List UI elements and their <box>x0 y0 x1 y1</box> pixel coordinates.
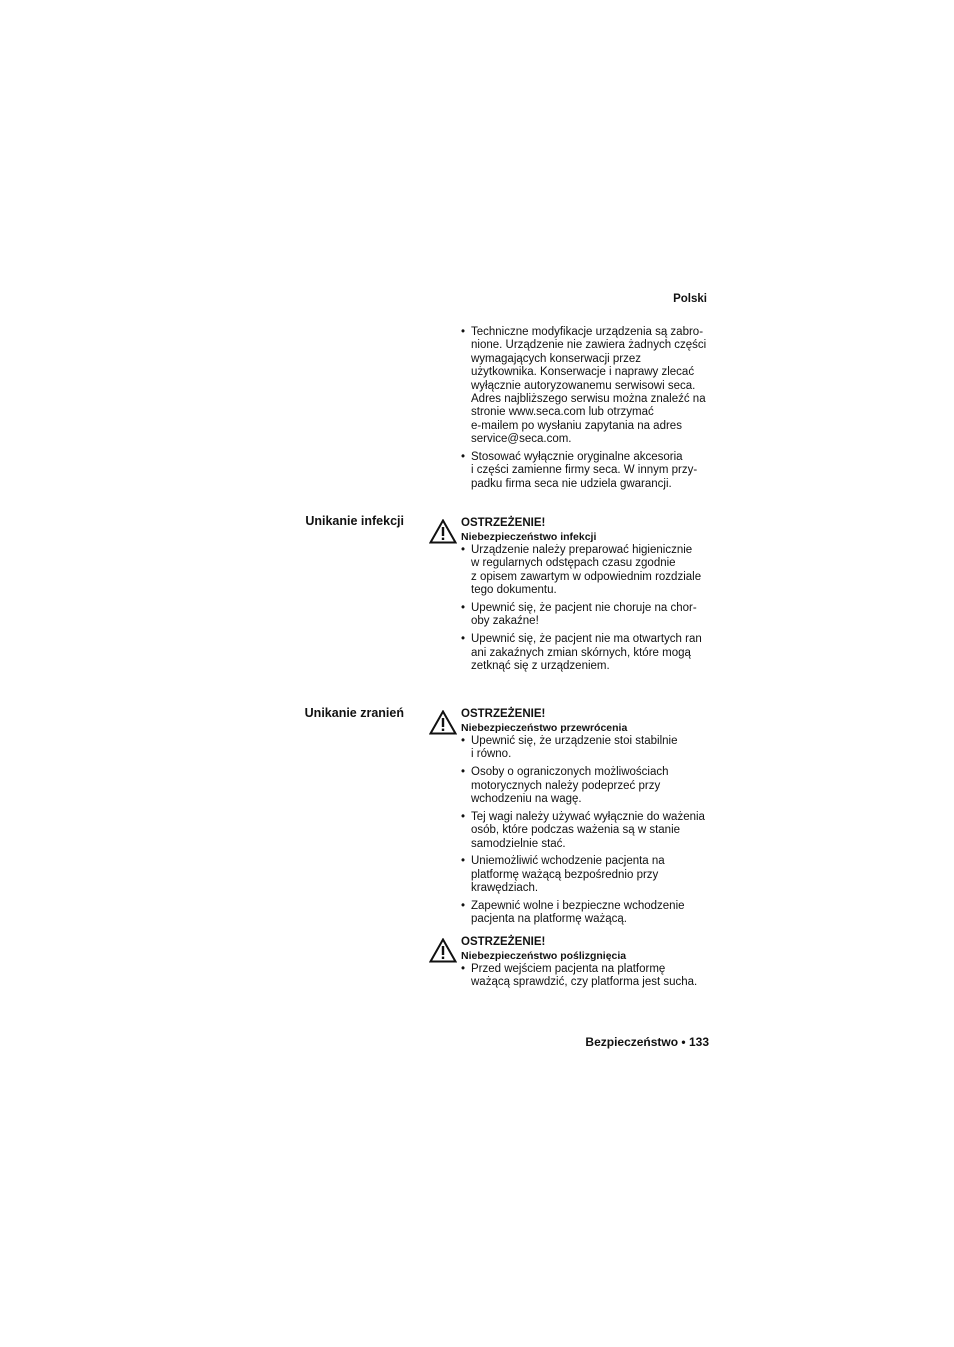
infection-section <box>461 516 721 678</box>
line: e-mailem po wysłaniu zapytania na adres <box>471 419 682 432</box>
slip-list <box>461 963 721 990</box>
line: zetknąć się z urządzeniem. <box>471 660 610 673</box>
line: • Tej wagi należy używać wyłącznie do ważenia <box>471 810 705 823</box>
line: wchodzeniu na wagę. <box>471 793 582 806</box>
line: • Osoby o ograniczonych możliwościach <box>471 766 669 779</box>
list-item <box>461 735 721 762</box>
line: krawędziach. <box>471 882 539 895</box>
line: użytkownika. Konserwacje i naprawy zlecać <box>471 366 695 379</box>
line: • Uniemożliwić wchodzenie pacjenta na <box>471 855 665 868</box>
intro-list <box>461 326 721 491</box>
injury-list <box>461 735 721 927</box>
line: • Upewnić się, że urządzenie stoi stabilnie <box>471 735 678 747</box>
heading-injury: Unikanie zranień <box>304 706 404 720</box>
list-item <box>461 326 721 447</box>
line: • Upewnić się, że pacjent nie choruje na chor- <box>471 602 697 615</box>
list-item <box>461 811 721 851</box>
line: padku firma seca nie udziela gwarancji. <box>471 477 672 490</box>
line: wyłącznie autoryzowanemu serwisowi seca. <box>471 379 696 392</box>
line: • Urządzenie należy preparować higienicznie <box>471 544 693 556</box>
line: ważącą sprawdzić, czy platforma jest sucha. <box>471 976 698 989</box>
line: Adres najbliższego serwisu można znaleźć na <box>471 393 706 406</box>
line: stronie www.seca.com lub otrzymać <box>471 406 654 419</box>
line: pacjenta na platformę ważącą. <box>471 913 627 926</box>
warning-title: OSTRZEŻENIE! <box>461 936 546 948</box>
intro-section <box>461 326 721 496</box>
line: osób, które podczas ważenia są w stanie <box>471 824 681 837</box>
list-item <box>461 900 721 927</box>
infection-list <box>461 544 721 673</box>
line: tego dokumentu. <box>471 584 557 597</box>
line: motorycznych należy podeprzeć przy <box>471 779 661 792</box>
line: i równo. <box>471 748 512 761</box>
line: • Upewnić się, że pacjent nie ma otwartych ran <box>471 633 702 646</box>
warning-subtitle: Niebezpieczeństwo infekcji <box>461 531 597 543</box>
line: • Przed wejściem pacjenta na platformę <box>471 963 666 975</box>
line: wymagających konserwacji przez <box>471 352 642 365</box>
heading-infection: Unikanie infekcji <box>305 514 404 528</box>
warning-triangle-icon <box>429 519 457 544</box>
line: • Stosować wyłącznie oryginalne akcesoria <box>471 451 683 464</box>
line: • Techniczne modyfikacje urządzenia są zabro- <box>471 326 704 338</box>
warning-title: OSTRZEŻENIE! <box>461 708 546 720</box>
line: nione. Urządzenie nie zawiera żadnych części <box>471 339 707 352</box>
injury-section <box>461 707 721 931</box>
list-item <box>461 766 721 806</box>
line: z opisem zawartym w odpowiednim rozdziale <box>471 570 702 583</box>
list-item <box>461 855 721 895</box>
language-label: Polski <box>673 293 707 305</box>
list-item <box>461 451 721 491</box>
line: platformę ważącą bezpośrednio przy <box>471 868 659 881</box>
list-item <box>461 544 721 598</box>
list-item <box>461 602 721 629</box>
line: oby zakaźne! <box>471 615 539 628</box>
line: w regularnych odstępach czasu zgodnie <box>471 557 676 570</box>
line: service@seca.com. <box>471 433 572 446</box>
line: ani zakaźnych zmian skórnych, które mogą <box>471 646 691 659</box>
warning-subtitle: Niebezpieczeństwo przewrócenia <box>461 722 628 734</box>
list-item <box>461 963 721 990</box>
warning-triangle-icon <box>429 938 457 963</box>
warning-title: OSTRZEŻENIE! <box>461 517 546 529</box>
slip-section <box>461 935 721 994</box>
warning-subtitle: Niebezpieczeństwo poślizgnięcia <box>461 950 627 962</box>
warning-triangle-icon <box>429 710 457 735</box>
list-item <box>461 633 721 673</box>
line: • Zapewnić wolne i bezpieczne wchodzenie <box>471 900 685 913</box>
line: i części zamienne firmy seca. W innym przy- <box>471 464 698 477</box>
line: samodzielnie stać. <box>471 837 566 850</box>
page-footer: Bezpieczeństwo • 133 <box>585 1035 709 1049</box>
